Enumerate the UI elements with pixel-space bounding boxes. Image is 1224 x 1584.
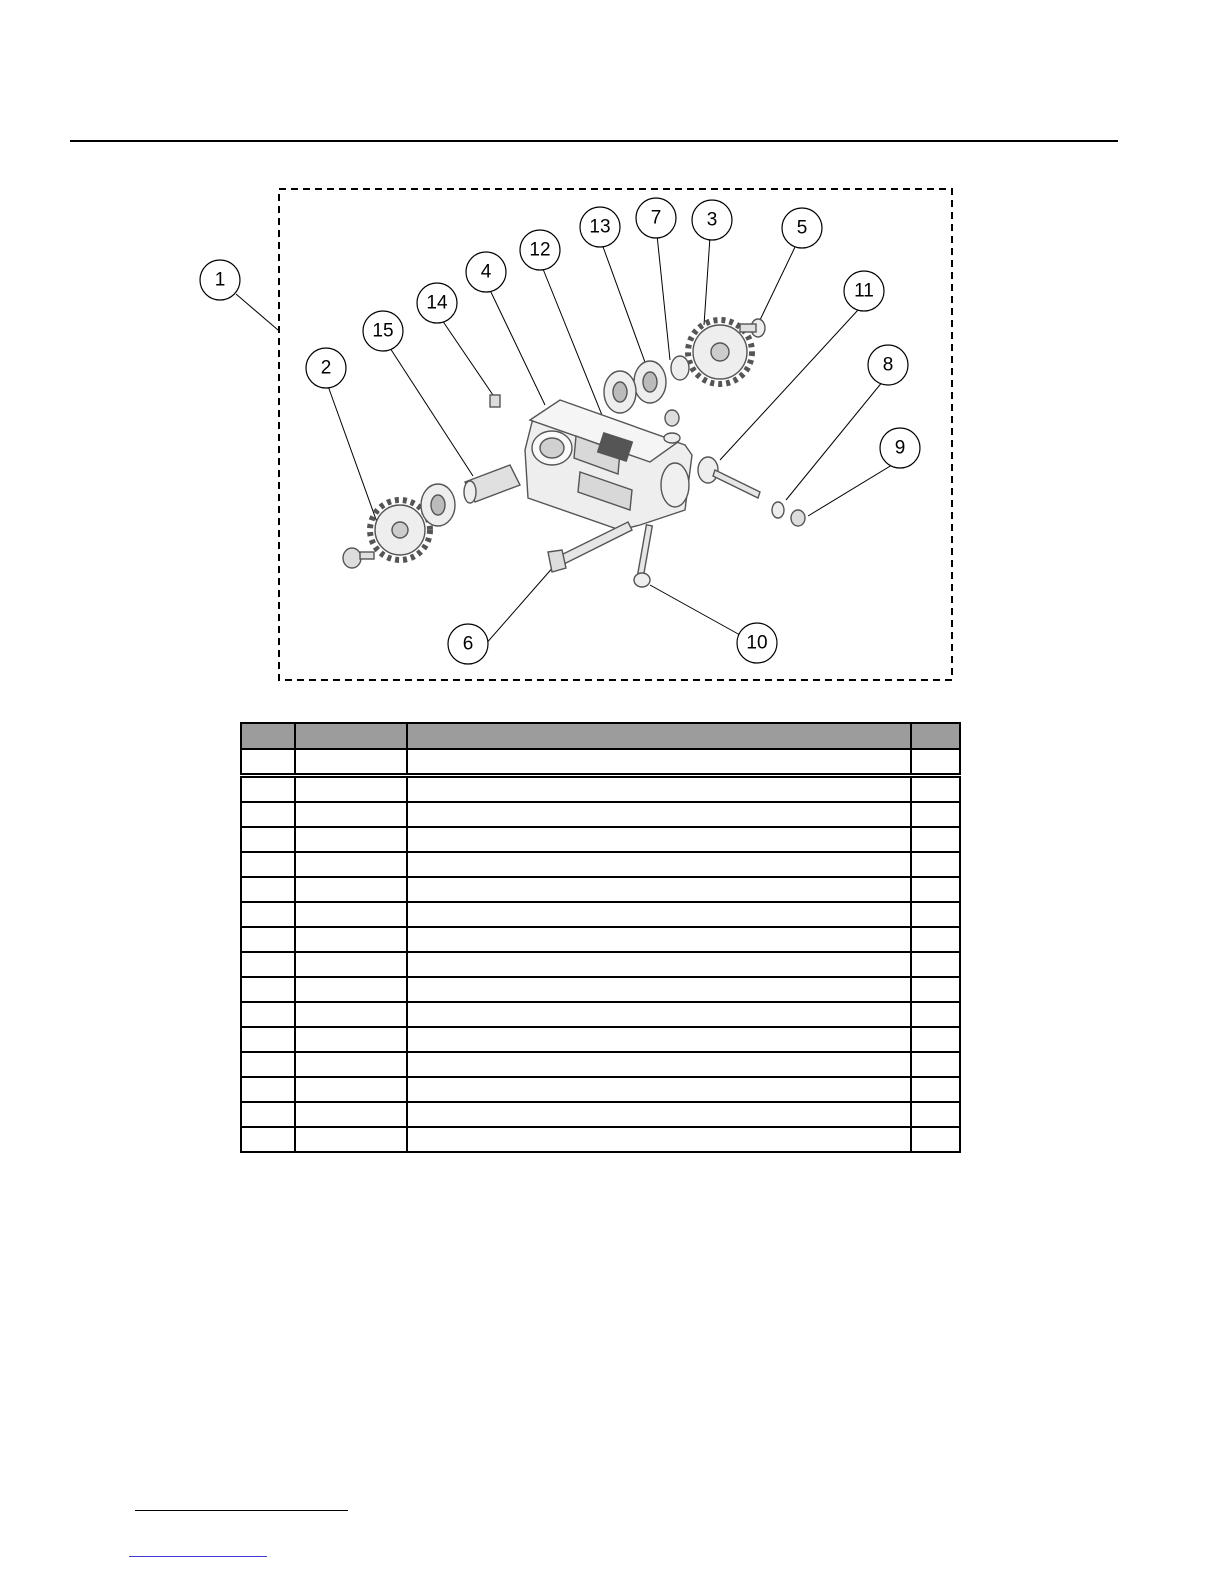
washer — [772, 502, 784, 518]
callout-13 — [580, 207, 620, 247]
table-row — [241, 776, 960, 803]
svg-text:15: 15 — [372, 320, 394, 342]
header-description-cell — [407, 723, 911, 749]
diagram-canvas — [180, 180, 980, 700]
svg-text:2: 2 — [320, 357, 332, 379]
table-cell-ref — [241, 852, 295, 877]
table-row — [241, 1027, 960, 1052]
table-cell-qty — [911, 1077, 960, 1102]
table-row — [241, 852, 960, 877]
table-cell-ref — [241, 952, 295, 977]
table-cell-ref — [241, 776, 295, 803]
svg-text:8: 8 — [882, 354, 894, 376]
svg-text:6: 6 — [462, 633, 474, 655]
table-cell-description — [407, 1102, 911, 1127]
callout-11 — [844, 271, 884, 311]
callout-7 — [636, 198, 676, 238]
table-cell-part-number — [295, 952, 407, 977]
svg-text:13: 13 — [589, 216, 611, 238]
table-row — [241, 1052, 960, 1077]
table-cell-description — [407, 952, 911, 977]
small-nut — [665, 410, 679, 426]
table-cell-part-number — [295, 877, 407, 902]
svg-text:14: 14 — [426, 292, 448, 314]
svg-text:4: 4 — [480, 261, 492, 283]
table-cell-part-number — [295, 1127, 407, 1152]
table-body — [241, 749, 960, 1152]
callout-15 — [363, 311, 403, 351]
table-cell-ref — [241, 1102, 295, 1127]
table-cell-description — [407, 902, 911, 927]
table-cell-qty — [911, 852, 960, 877]
table-cell-qty — [911, 1102, 960, 1127]
table-cell-part-number — [295, 852, 407, 877]
table-cell-description — [407, 1127, 911, 1152]
table-cell-part-number — [295, 776, 407, 803]
table-row — [241, 977, 960, 1002]
parts-list-table — [240, 722, 961, 1153]
table-cell-qty — [911, 902, 960, 927]
table-row — [241, 877, 960, 902]
callout-3 — [692, 200, 732, 240]
table-cell-description — [407, 877, 911, 902]
callout-10 — [737, 623, 777, 663]
table-cell-description — [407, 1002, 911, 1027]
splined-shaft — [464, 465, 520, 503]
table-cell-qty — [911, 1027, 960, 1052]
table-cell-part-number — [295, 1052, 407, 1077]
table-cell-qty — [911, 1127, 960, 1152]
table-cell-ref — [241, 749, 295, 776]
callout-1 — [200, 260, 240, 300]
table-cell-description — [407, 802, 911, 827]
table-cell-ref — [241, 927, 295, 952]
table-cell-part-number — [295, 1077, 407, 1102]
callout-6 — [448, 624, 488, 664]
callout-2 — [306, 348, 346, 388]
svg-text:1: 1 — [214, 269, 226, 291]
table-cell-ref — [241, 1127, 295, 1152]
table-row — [241, 927, 960, 952]
header-part-number-cell — [295, 723, 407, 749]
table-cell-qty — [911, 749, 960, 776]
svg-text:12: 12 — [529, 239, 551, 261]
callout-5 — [782, 208, 822, 248]
table-cell-part-number — [295, 1002, 407, 1027]
svg-text:3: 3 — [706, 209, 718, 231]
table-header-row — [241, 723, 960, 749]
svg-text:9: 9 — [894, 437, 906, 459]
table-cell-description — [407, 776, 911, 803]
svg-text:7: 7 — [650, 207, 662, 229]
table-cell-part-number — [295, 1027, 407, 1052]
table-cell-ref — [241, 902, 295, 927]
table-cell-part-number — [295, 749, 407, 776]
table-cell-ref — [241, 1027, 295, 1052]
table-cell-description — [407, 927, 911, 952]
bearing-left — [421, 484, 455, 526]
table-cell-ref — [241, 877, 295, 902]
footnote-rule — [135, 1510, 348, 1511]
table-cell-ref — [241, 1052, 295, 1077]
parts — [343, 319, 805, 587]
table-row — [241, 902, 960, 927]
table-cell-part-number — [295, 802, 407, 827]
seal-ring — [671, 356, 689, 380]
table-cell-qty — [911, 776, 960, 803]
table-cell-qty — [911, 1002, 960, 1027]
left-bolt — [343, 548, 374, 568]
callout-8 — [868, 345, 908, 385]
table-row — [241, 1002, 960, 1027]
table-cell-description — [407, 749, 911, 776]
table-cell-qty — [911, 827, 960, 852]
table-cell-part-number — [295, 827, 407, 852]
callout-9 — [880, 428, 920, 468]
table-cell-description — [407, 1027, 911, 1052]
eye-bolt — [634, 525, 652, 587]
top-rule — [70, 140, 1118, 142]
header-qty-cell — [911, 723, 960, 749]
table-row — [241, 827, 960, 852]
table-cell-ref — [241, 827, 295, 852]
table-cell-part-number — [295, 1102, 407, 1127]
long-bolt — [548, 522, 632, 572]
table-row — [241, 1127, 960, 1152]
table-cell-description — [407, 852, 911, 877]
table-cell-qty — [911, 802, 960, 827]
table-cell-qty — [911, 877, 960, 902]
table-row — [241, 749, 960, 776]
table-cell-qty — [911, 1052, 960, 1077]
footer-link-underline[interactable] — [129, 1556, 267, 1557]
nut — [791, 510, 805, 526]
table-cell-ref — [241, 977, 295, 1002]
grease-fitting — [490, 395, 500, 407]
table-cell-qty — [911, 952, 960, 977]
table-cell-qty — [911, 977, 960, 1002]
table-cell-description — [407, 1052, 911, 1077]
svg-text:5: 5 — [796, 217, 808, 239]
table-row — [241, 802, 960, 827]
svg-text:10: 10 — [746, 632, 768, 654]
pin-with-washer — [698, 457, 760, 498]
exploded-assembly-diagram — [180, 180, 980, 700]
table-cell-description — [407, 977, 911, 1002]
table-row — [241, 952, 960, 977]
table-cell-description — [407, 827, 911, 852]
table-cell-ref — [241, 1077, 295, 1102]
callout-4 — [466, 252, 506, 292]
table-cell-part-number — [295, 927, 407, 952]
bearing-right — [604, 361, 666, 413]
table-cell-part-number — [295, 902, 407, 927]
callout-12 — [520, 230, 560, 270]
header-ref-cell — [241, 723, 295, 749]
table-cell-description — [407, 1077, 911, 1102]
short-bolt — [740, 319, 765, 337]
table-cell-part-number — [295, 977, 407, 1002]
table-row — [241, 1102, 960, 1127]
table-cell-ref — [241, 802, 295, 827]
small-washer — [664, 433, 680, 443]
table-cell-ref — [241, 1002, 295, 1027]
callout-14 — [417, 283, 457, 323]
table-row — [241, 1077, 960, 1102]
table-cell-qty — [911, 927, 960, 952]
svg-text:11: 11 — [854, 280, 874, 302]
